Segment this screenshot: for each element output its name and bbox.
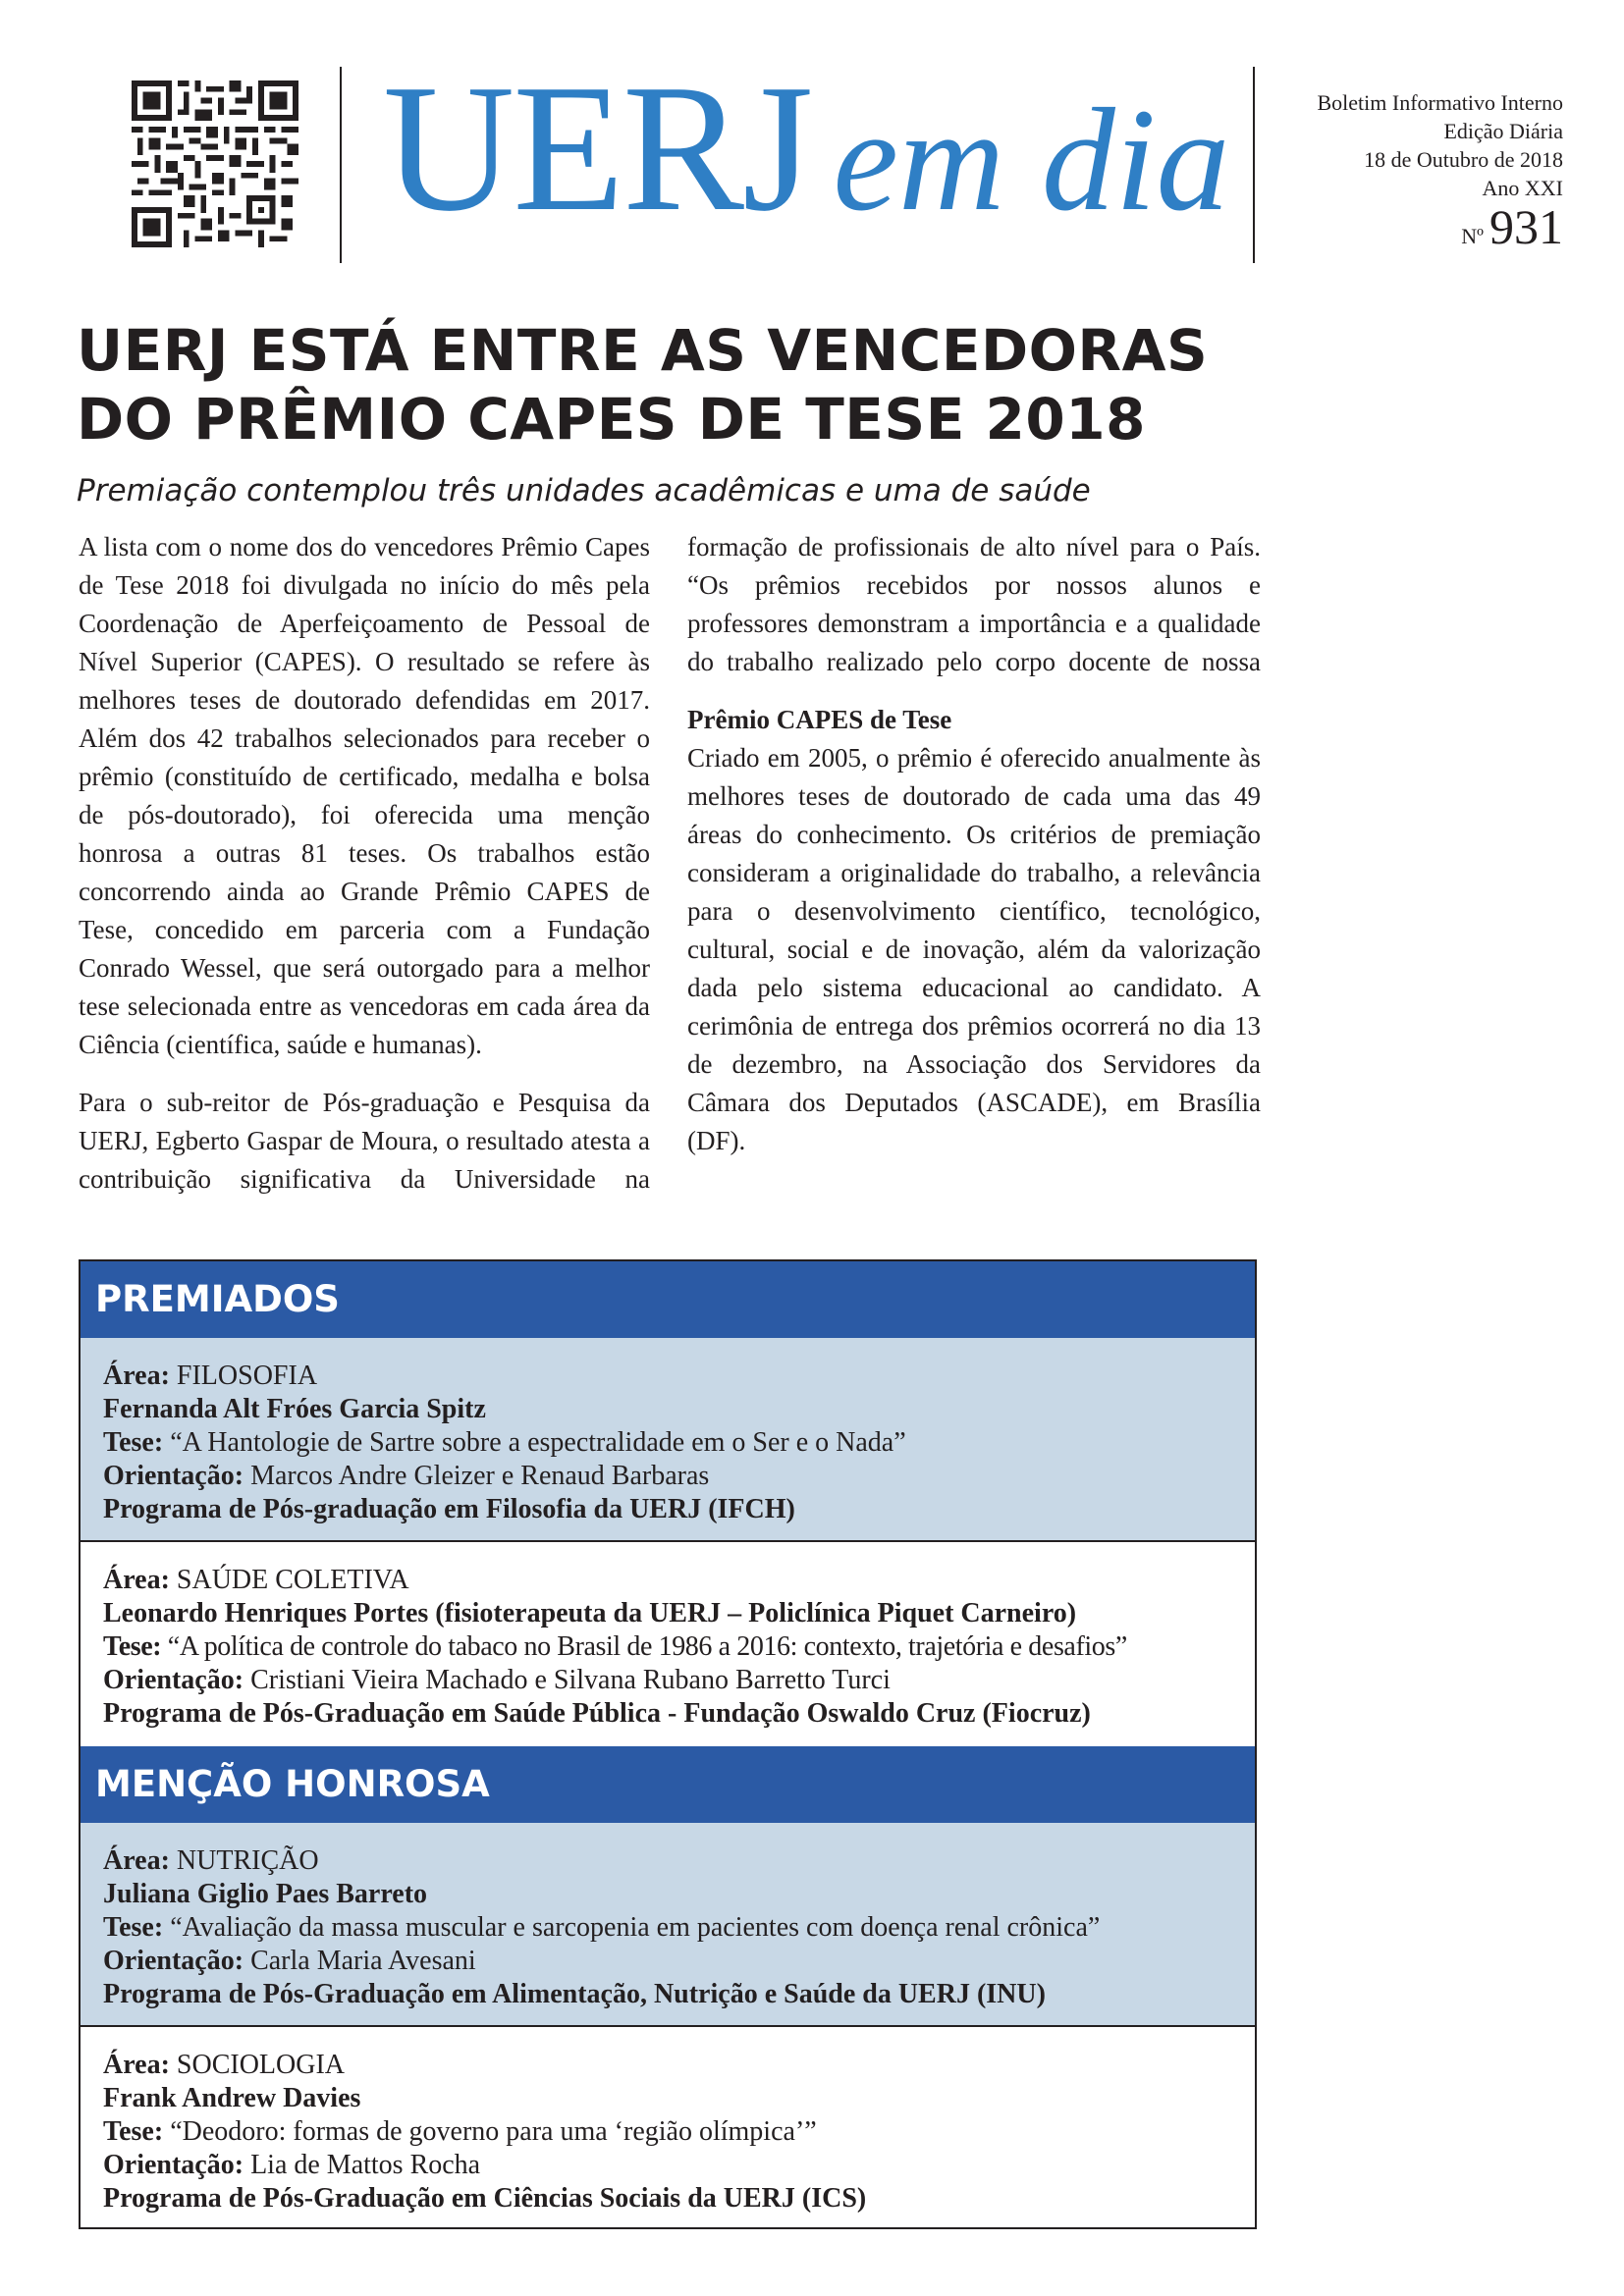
orientacao-value: Carla Maria Avesani	[250, 1946, 476, 1976]
entry-programa: Programa de Pós-Graduação em Saúde Pública - Fundação Oswaldo Cruz (Fiocruz)	[103, 1698, 1091, 1729]
tese-value: “Deodoro: formas de governo para uma ‘região olímpica’”	[170, 2116, 817, 2147]
area-value: SAÚDE COLETIVA	[176, 1565, 409, 1595]
tese-value: “Avaliação da massa muscular e sarcopenia em pacientes com doença renal crônica”	[170, 1912, 1101, 1943]
headline-line-2: DO PRÊMIO CAPES DE TESE 2018	[77, 386, 1146, 453]
area-label: Área:	[103, 2050, 170, 2080]
tese-value: “A Hantologie de Sartre sobre a espectralidade em o Ser e o Nada”	[170, 1427, 906, 1458]
bulletin-meta	[1318, 88, 1564, 202]
headline	[77, 316, 1255, 454]
entry-area	[103, 2049, 1255, 2082]
entry-programa: Programa de Pós-graduação em Filosofia da UERJ (IFCH)	[103, 1494, 795, 1524]
entry-tese	[103, 1426, 1255, 1460]
orientacao-label: Orientação:	[103, 2150, 244, 2180]
headline-line-1: UERJ ESTÁ ENTRE AS VENCEDORAS	[77, 317, 1209, 384]
masthead-uerj: UERJ	[383, 47, 812, 249]
issue-number-block	[1461, 199, 1563, 254]
entry-name: Leonardo Henriques Portes (fisioterapeuta da UERJ – Policlínica Piquet Carneiro)	[103, 1598, 1077, 1629]
award-entry-filosofia	[81, 1338, 1255, 1540]
entry-tese	[103, 2115, 1255, 2149]
entry-name: Fernanda Alt Fróes Garcia Spitz	[103, 1394, 486, 1424]
entry-orientacao	[103, 1460, 1255, 1493]
article-paragraph-2-continued	[687, 528, 1261, 681]
tese-value: “A política de controle do tabaco no Brasil de 1986 a 2016: contexto, trajetória e desafios”	[167, 1631, 1127, 1662]
awards-box	[79, 1259, 1257, 2229]
area-label: Área:	[103, 1361, 170, 1391]
subtitle: Premiação contemplou três unidades acadêmicas e uma de saúde	[77, 473, 1091, 508]
tese-label: Tese:	[103, 1631, 162, 1662]
issue-date: 18 de Outubro de 2018	[1364, 147, 1563, 172]
article-paragraph-3: Criado em 2005, o prêmio é oferecido anualmente às melhores teses de doutorado de cada uma das 49 áreas do conhecimento. Os critérios de premiação consideram a originalidade do trabalho, a relevância para o desenvolvimento científico, tecnológico, cultural, social e de inovação, além da valorização dada pelo sistema educacional ao candidato. A cerimônia de entrega dos prêmios ocorrerá no dia 13 de dezembro, na Associação dos Servidores da Câmara dos Deputados (ASCADE), em Brasília (DF).	[687, 743, 1261, 1155]
award-entry-nutricao	[81, 1823, 1255, 2025]
area-label: Área:	[103, 1565, 170, 1595]
entry-name: Juliana Giglio Paes Barreto	[103, 1879, 428, 1909]
entry-programa: Programa de Pós-Graduação em Ciências Sociais da UERJ (ICS)	[103, 2183, 867, 2214]
article-paragraph-1: A lista com o nome dos do vencedores Prêmio Capes de Tese 2018 foi divulgada no início do mês pela Coordenação de Aperfeiçoamento de Pessoal de Nível Superior (CAPES). O resultado se refere às melhores teses de doutorado defendidas em 2017. Além dos 42 trabalhos selecionados para receber o prêmio (constituído de certificado, medalha e bolsa de pós-doutorado), foi oferecida uma menção honrosa a outras 81 teses. Os trabalhos estão concorrendo ainda ao Grande Prêmio CAPES de Tese, concedido em parceria com a Fundação Conrado Wessel, que será outorgado para a melhor tese selecionada entre as vencedoras em cada área da Ciência (científica, saúde e humanas).	[79, 532, 650, 1059]
issue-label: Nº	[1461, 224, 1484, 248]
section-title: Prêmio CAPES de Tese	[687, 705, 952, 734]
award-entry-sociologia	[81, 2025, 1255, 2231]
entry-tese	[103, 1630, 1255, 1664]
edition-type: Edição Diária	[1443, 119, 1563, 143]
qr-code-icon	[132, 80, 298, 247]
orientacao-value: Cristiani Vieira Machado e Silvana Rubano Barretto Turci	[250, 1665, 891, 1695]
article-column-left	[79, 528, 650, 1218]
bulletin-type: Boletim Informativo Interno	[1317, 90, 1563, 115]
masthead	[383, 47, 1230, 273]
header-divider-left	[340, 67, 342, 263]
orientacao-label: Orientação:	[103, 1461, 244, 1491]
entry-orientacao	[103, 1945, 1255, 1978]
area-label: Área:	[103, 1845, 170, 1876]
entry-area	[103, 1844, 1255, 1878]
award-entry-saude-coletiva	[81, 1540, 1255, 1746]
tese-label: Tese:	[103, 1427, 164, 1458]
issue-year: Ano XXI	[1482, 176, 1563, 200]
premiados-heading: PREMIADOS	[81, 1261, 1255, 1338]
article-column-right	[687, 528, 1261, 1180]
entry-area	[103, 1564, 1255, 1597]
entry-orientacao	[103, 2149, 1255, 2182]
issue-number: 931	[1489, 199, 1563, 254]
area-value: FILOSOFIA	[176, 1361, 318, 1391]
mencao-honrosa-heading: MENÇÃO HONROSA	[81, 1746, 1255, 1823]
orientacao-label: Orientação:	[103, 1665, 244, 1695]
entry-tese	[103, 1911, 1255, 1945]
header-divider-right	[1253, 67, 1255, 263]
article-paragraph-2: Para o sub-reitor de Pós-graduação e Pesquisa da UERJ, Egberto Gaspar de Moura, o resultado atesta a contribuição significativa da Universidade na	[79, 1088, 650, 1194]
masthead-em-dia: em dia	[833, 79, 1230, 241]
orientacao-value: Marcos Andre Gleizer e Renaud Barbaras	[250, 1461, 710, 1491]
tese-label: Tese:	[103, 1912, 164, 1943]
entry-area	[103, 1360, 1255, 1393]
article-paragraph-2-continued-text: formação de profissionais de alto nível para o País. “Os prêmios recebidos por nossos alunos e professores demonstram a importância e a qualidade do trabalho realizado pelo corpo docente de nossa	[687, 532, 1261, 676]
area-value: SOCIOLOGIA	[176, 2050, 346, 2080]
orientacao-label: Orientação:	[103, 1946, 244, 1976]
entry-name: Frank Andrew Davies	[103, 2083, 361, 2113]
tese-label: Tese:	[103, 2116, 164, 2147]
entry-programa: Programa de Pós-Graduação em Alimentação, Nutrição e Saúde da UERJ (INU)	[103, 1979, 1046, 2009]
entry-orientacao	[103, 1664, 1255, 1697]
area-value: NUTRIÇÃO	[176, 1845, 319, 1876]
orientacao-value: Lia de Mattos Rocha	[250, 2150, 481, 2180]
